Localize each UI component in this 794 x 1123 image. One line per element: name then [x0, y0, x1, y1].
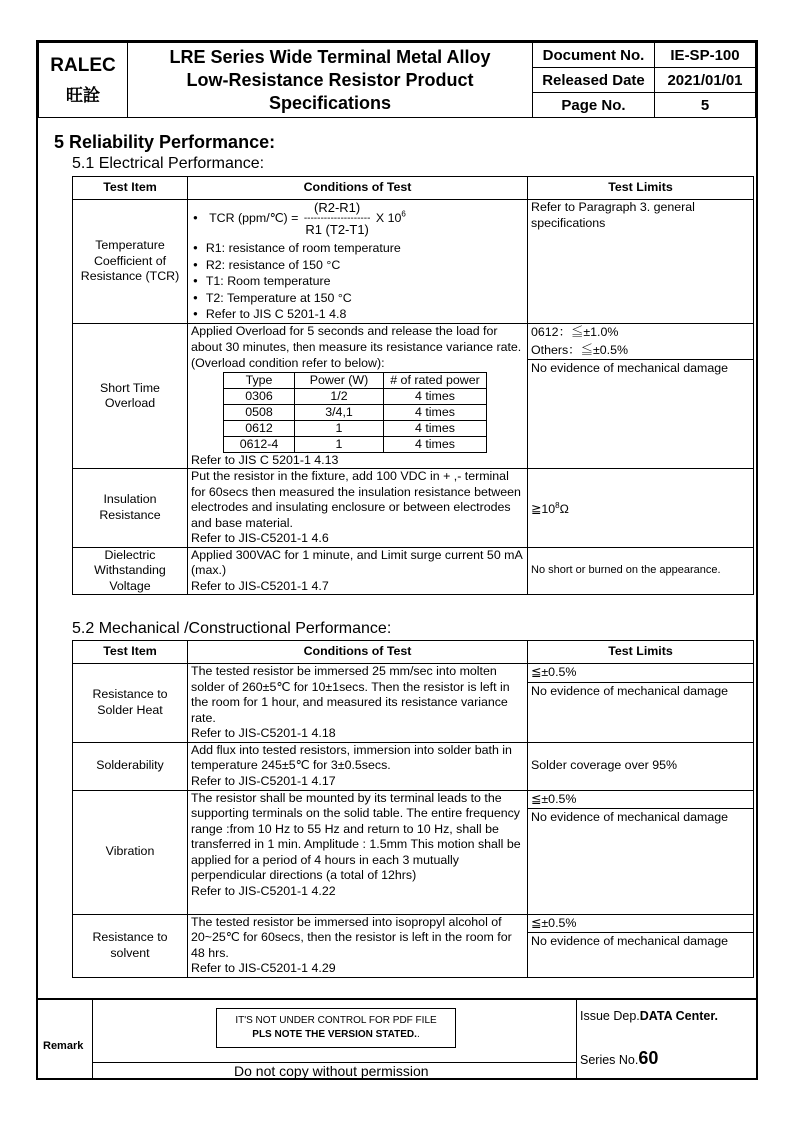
test-conditions: Put the resistor in the fixture, add 100 VDC in + ,- terminal for 60secs then measured the insulation resistance between electrodes and insulating enclosure or between electrodes and base material. Refer to JIS-C5201-1 4.6 — [188, 469, 528, 548]
table-row — [73, 790, 754, 914]
test-item: Insulation Resistance — [73, 469, 188, 548]
table-row — [73, 914, 754, 977]
test-conditions: Applied 300VAC for 1 minute, and Limit surge current 50 mA (max.) Refer to JIS-C5201-1 4.7 — [188, 547, 528, 595]
tcr-fraction: (R2-R1) -------------------- R1 (T2-T1) — [303, 200, 371, 237]
test-limit: Solder coverage over 95% — [528, 742, 754, 790]
test-item: Dielectric Withstanding Voltage — [73, 547, 188, 595]
test-item: Resistance to Solder Heat — [73, 664, 188, 743]
issue-department: Issue Dep.DATA Center. — [580, 1009, 719, 1023]
doc-no-value: IE-SP-100 — [655, 43, 756, 68]
test-conditions: Applied Overload for 5 seconds and release the load for about 30 minutes, then measure its resistance variance rate. (Overload condition refer to below): Type Power (W) # of rated power 0306 1/2 4 times 0508 3/4,1 4 times 0612 1 4 times 0612-4 1 4 times Refer to JIS C 5201-1 4.13 — [188, 324, 528, 469]
page-frame — [36, 40, 758, 1080]
table-row — [73, 469, 754, 548]
pdf-control-notice: IT'S NOT UNDER CONTROL FOR PDF FILE PLS NOTE THE VERSION STATED.. — [216, 1008, 456, 1048]
remark-label: Remark — [43, 1040, 84, 1052]
document-footer — [38, 998, 756, 1080]
section-5-title: 5 Reliability Performance: — [54, 132, 276, 152]
test-limit: ≦±0.5% No evidence of mechanical damage — [528, 664, 754, 743]
test-item: Short Time Overload — [73, 324, 188, 469]
test-limit: ≦±0.5% No evidence of mechanical damage — [528, 914, 754, 977]
table-row — [73, 324, 754, 469]
test-limit: ≦±0.5% No evidence of mechanical damage — [528, 790, 754, 914]
test-limit: $≧10^8\Omega$ — [528, 469, 754, 548]
table-header-row: Test Item Conditions of Test Test Limits — [73, 641, 754, 664]
table-row — [73, 200, 754, 324]
test-conditions: The tested resistor be immersed 25 mm/sec into molten solder of 260±5℃ for 10±1secs. Then the resistor is left in the room for 1 hour, and measured its resistance variance rate. Refer to JIS-C5201-1 4.18 — [188, 664, 528, 743]
table-header-row: Test Item Conditions of Test Test Limits — [73, 177, 754, 200]
test-item: Temperature Coefficient of Resistance (TCR) — [73, 200, 188, 324]
tcr-formula: ● TCR (ppm/℃) = (R2-R1) -------------------- R1 (T2-T1) X $10^6$ — [207, 200, 524, 237]
company-logo: RALEC 旺詮 — [39, 43, 128, 118]
released-date-value: 2021/01/01 — [655, 68, 756, 93]
test-item: Vibration — [73, 790, 188, 914]
footer-divider — [92, 1000, 93, 1080]
doc-no-label: Document No. — [533, 43, 655, 68]
test-limit: No short or burned on the appearance. — [528, 547, 754, 595]
electrical-performance-table — [72, 176, 754, 595]
document-header — [38, 42, 756, 118]
copy-notice: Do not copy without permission — [234, 1063, 429, 1079]
test-item: Resistance to solvent — [73, 914, 188, 977]
series-number: Series No.60 — [580, 1048, 659, 1068]
table-row — [73, 742, 754, 790]
section-5-1-title: 5.1 Electrical Performance: — [72, 155, 265, 172]
mechanical-performance-table — [72, 640, 754, 978]
footer-divider — [576, 1000, 577, 1080]
table-row — [73, 664, 754, 743]
document-title: LRE Series Wide Terminal Metal Alloy Low-Resistance Resistor Product Specifications — [128, 43, 533, 118]
section-5-2-title: 5.2 Mechanical /Constructional Performance: — [72, 620, 392, 637]
test-conditions: Add flux into tested resistors, immersion into solder bath in temperature 245±5℃ for 3±0.5secs. Refer to JIS-C5201-1 4.17 — [188, 742, 528, 790]
test-limit: 0612：≦±1.0% Others：≦±0.5% No evidence of mechanical damage — [528, 324, 754, 469]
page-no-label: Page No. — [533, 93, 655, 118]
test-conditions: The tested resistor be immersed into isopropyl alcohol of 20~25℃ for 60secs, then the resistor is left in the room for 48 hrs. Refer to JIS-C5201-1 4.29 — [188, 914, 528, 977]
overload-condition-table: Type Power (W) # of rated power 0306 1/2 4 times 0508 3/4,1 4 times 0612 1 4 times 0612-4 1 4 times — [223, 372, 487, 453]
table-row — [73, 547, 754, 595]
test-conditions: ● TCR (ppm/℃) = (R2-R1) -------------------- R1 (T2-T1) X $10^6$ ● R1: resistance of room temperature ● R2: resistance of 150 °C ● T1: Room temperature ● T2: Temperature at 150 °C ● Refer to JIS C 5201-1 4.8 — [188, 200, 528, 324]
test-item: Solderability — [73, 742, 188, 790]
test-limit: Refer to Paragraph 3. general specifications — [528, 200, 754, 324]
page-no-value: 5 — [655, 93, 756, 118]
test-conditions: The resistor shall be mounted by its terminal leads to the supporting terminals on the solid table. The entire frequency range :from 10 Hz to 55 Hz and return to 10 Hz, shall be transferred in 1 min. Amplitude : 1.5mm This motion shall be applied for a period of 4 hours in each 3 mutually perpendicular directions (a total of 12hrs) Refer to JIS-C5201-1 4.22 — [188, 790, 528, 914]
released-date-label: Released Date — [533, 68, 655, 93]
